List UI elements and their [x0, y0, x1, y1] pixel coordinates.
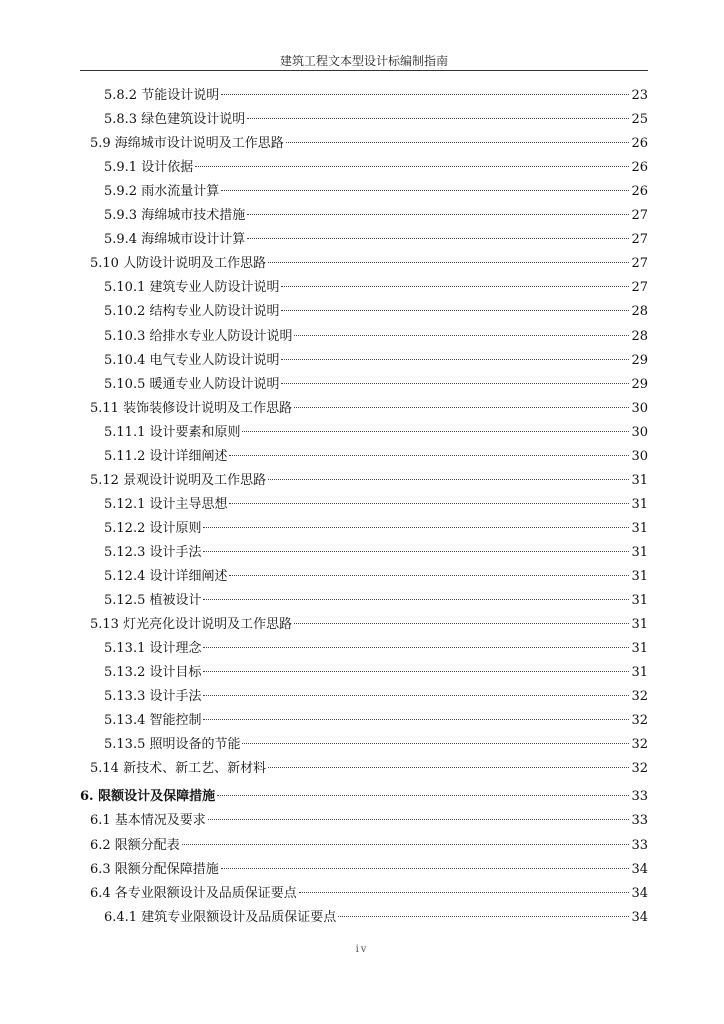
toc-entry[interactable]	[80, 685, 648, 705]
dot-leader	[247, 118, 629, 119]
toc-entry[interactable]	[80, 445, 648, 465]
toc-entry[interactable]	[80, 785, 648, 805]
dot-leader	[247, 214, 629, 215]
dot-leader	[208, 819, 630, 820]
toc-entry-page: 33	[631, 789, 648, 804]
toc-entry-title: 5.12.4 设计详细阐述	[104, 569, 228, 584]
dot-leader	[294, 335, 629, 336]
dot-leader	[299, 892, 630, 893]
toc-entry-title: 5.9.3 海绵城市技术措施	[104, 208, 246, 223]
toc-entry-page: 34	[631, 862, 648, 877]
toc-entry-title: 5.13.4 智能控制	[104, 713, 202, 728]
toc-entry-title: 5.12 景观设计说明及工作思路	[90, 473, 267, 488]
toc-entry[interactable]	[80, 276, 648, 296]
toc-entry-page: 31	[631, 497, 648, 512]
dot-leader	[221, 94, 629, 95]
toc-entry-page: 34	[631, 886, 648, 901]
toc-entry-title: 5.9.1 设计依据	[104, 160, 194, 175]
toc-entry-title: 5.8.2 节能设计说明	[104, 88, 220, 103]
dot-leader	[294, 623, 629, 624]
dot-leader	[203, 647, 629, 648]
header-rule	[80, 70, 648, 71]
toc-entry-page: 32	[631, 737, 648, 752]
toc-entry[interactable]	[80, 493, 648, 513]
toc-entry[interactable]	[80, 156, 648, 176]
toc-entry-title: 5.13.1 设计理念	[104, 641, 202, 656]
toc-entry-page: 25	[631, 112, 648, 127]
dot-leader	[195, 166, 629, 167]
toc-entry-title: 5.12.3 设计手法	[104, 545, 202, 560]
toc-entry[interactable]	[80, 834, 648, 854]
toc-entry-title: 5.9.4 海绵城市设计计算	[104, 232, 246, 247]
toc-entry[interactable]	[80, 84, 648, 104]
toc-entry-page: 23	[631, 88, 648, 103]
toc-entry[interactable]	[80, 132, 648, 152]
dot-leader	[203, 695, 629, 696]
toc-entry[interactable]	[80, 180, 648, 200]
toc-entry[interactable]	[80, 204, 648, 224]
dot-leader	[221, 868, 630, 869]
toc-entry[interactable]	[80, 108, 648, 128]
dot-leader	[203, 599, 629, 600]
toc-entry[interactable]	[80, 300, 648, 320]
toc-entry[interactable]	[80, 709, 648, 729]
toc-entry-title: 5.11.2 设计详细阐述	[104, 449, 228, 464]
toc-entry-page: 30	[631, 449, 648, 464]
toc-entry[interactable]	[80, 661, 648, 681]
dot-leader	[203, 527, 629, 528]
toc-entry-title: 5.13.3 设计手法	[104, 689, 202, 704]
dot-leader	[203, 551, 629, 552]
toc-entry-title: 5.11 装饰装修设计说明及工作思路	[90, 401, 293, 416]
toc-entry[interactable]	[80, 858, 648, 878]
toc-entry-title: 5.9.2 雨水流量计算	[104, 184, 220, 199]
toc-entry-page: 31	[631, 545, 648, 560]
toc-entry-page: 28	[631, 304, 648, 319]
toc-entry[interactable]	[80, 469, 648, 489]
toc-entry-page: 31	[631, 617, 648, 632]
dot-leader	[242, 743, 629, 744]
toc-entry-page: 26	[631, 136, 648, 151]
toc-entry-page: 31	[631, 641, 648, 656]
dot-leader	[229, 455, 629, 456]
toc-entry-title: 5.13.5 照明设备的节能	[104, 737, 241, 752]
toc-entry[interactable]	[80, 228, 648, 248]
toc-entry-page: 27	[631, 256, 648, 271]
toc-entry-page: 26	[631, 160, 648, 175]
dot-leader	[203, 671, 629, 672]
dot-leader	[217, 795, 629, 796]
dot-leader	[281, 286, 629, 287]
toc-entry-page: 29	[631, 353, 648, 368]
toc-entry-page: 27	[631, 208, 648, 223]
toc-entry[interactable]	[80, 421, 648, 441]
toc-entry-title: 6.3 限额分配保障措施	[90, 862, 219, 877]
toc-entry-page: 28	[631, 329, 648, 344]
dot-leader	[229, 503, 629, 504]
dot-leader	[281, 359, 629, 360]
toc-entry-title: 5.10.3 给排水专业人防设计说明	[104, 329, 293, 344]
toc-entry-page: 32	[631, 689, 648, 704]
dot-leader	[247, 238, 629, 239]
toc-entry-page: 31	[631, 665, 648, 680]
dot-leader	[182, 844, 630, 845]
toc-entry-title: 5.12.5 植被设计	[104, 593, 202, 608]
dot-leader	[281, 383, 629, 384]
toc-entry-page: 32	[631, 761, 648, 776]
toc-entry-title: 5.10.2 结构专业人防设计说明	[104, 304, 280, 319]
dot-leader	[221, 190, 629, 191]
toc-entry[interactable]	[80, 373, 648, 393]
page-number: iv	[355, 944, 369, 955]
toc-entry-page: 27	[631, 232, 648, 247]
toc-entry-title: 5.13 灯光亮化设计说明及工作思路	[90, 617, 293, 632]
dot-leader	[229, 575, 629, 576]
toc-entry-page: 30	[631, 425, 648, 440]
toc-entry[interactable]	[80, 733, 648, 753]
toc-entry[interactable]	[80, 637, 648, 657]
toc-entry-title: 6.2 限额分配表	[90, 838, 180, 853]
toc-entry-title: 6.1 基本情况及要求	[90, 813, 206, 828]
toc-entry[interactable]	[80, 757, 648, 777]
toc-entry[interactable]	[80, 565, 648, 585]
toc-entry-page: 27	[631, 280, 648, 295]
page-header: 建筑工程文本型设计标编制指南	[279, 54, 448, 68]
toc-entry-title: 5.10.5 暖通专业人防设计说明	[104, 377, 280, 392]
dot-leader	[268, 262, 629, 263]
dot-leader	[268, 767, 629, 768]
toc-entry-title: 6.4.1 建筑专业限额设计及品质保证要点	[104, 910, 337, 925]
toc-entry-title: 5.9 海绵城市设计说明及工作思路	[90, 136, 284, 151]
toc-entry-title: 5.10.1 建筑专业人防设计说明	[104, 280, 280, 295]
toc-entry[interactable]	[80, 325, 648, 345]
toc-entry-title: 5.10.4 电气专业人防设计说明	[104, 353, 280, 368]
toc-entry[interactable]	[80, 349, 648, 369]
dot-leader	[203, 719, 629, 720]
toc-entry-page: 26	[631, 184, 648, 199]
toc-entry-title: 5.8.3 绿色建筑设计说明	[104, 112, 246, 127]
toc-entry-page: 34	[631, 910, 648, 925]
toc-entry-title: 5.12.2 设计原则	[104, 521, 202, 536]
toc-entry-page: 31	[631, 473, 648, 488]
toc-entry-title: 5.10 人防设计说明及工作思路	[90, 256, 267, 271]
dot-leader	[338, 916, 629, 917]
toc-entry[interactable]	[80, 589, 648, 609]
toc-entry-page: 33	[631, 838, 648, 853]
toc-entry[interactable]	[80, 882, 648, 902]
toc-entry[interactable]	[80, 517, 648, 537]
toc-entry-title: 5.12.1 设计主导思想	[104, 497, 228, 512]
toc-entry[interactable]	[80, 541, 648, 561]
dot-leader	[268, 479, 629, 480]
toc-entry-page: 31	[631, 593, 648, 608]
toc-entry-page: 33	[631, 813, 648, 828]
toc-entry-page: 32	[631, 713, 648, 728]
toc-entry[interactable]	[80, 397, 648, 417]
toc-entry[interactable]	[80, 252, 648, 272]
dot-leader	[242, 431, 629, 432]
toc-entry-page: 29	[631, 377, 648, 392]
toc-entry-title: 6. 限额设计及保障措施	[80, 789, 216, 804]
toc-entry[interactable]	[80, 906, 648, 926]
dot-leader	[286, 142, 630, 143]
dot-leader	[294, 407, 629, 408]
toc-entry[interactable]	[80, 809, 648, 829]
toc-entry-page: 31	[631, 521, 648, 536]
toc-entry-page: 30	[631, 401, 648, 416]
toc-entry-title: 5.14 新技术、新工艺、新材料	[90, 761, 267, 776]
toc-entry-page: 31	[631, 569, 648, 584]
toc-entry[interactable]	[80, 613, 648, 633]
toc-entry-title: 5.11.1 设计要素和原则	[104, 425, 241, 440]
dot-leader	[281, 310, 629, 311]
toc-entry-title: 5.13.2 设计目标	[104, 665, 202, 680]
toc-entry-title: 6.4 各专业限额设计及品质保证要点	[90, 886, 297, 901]
